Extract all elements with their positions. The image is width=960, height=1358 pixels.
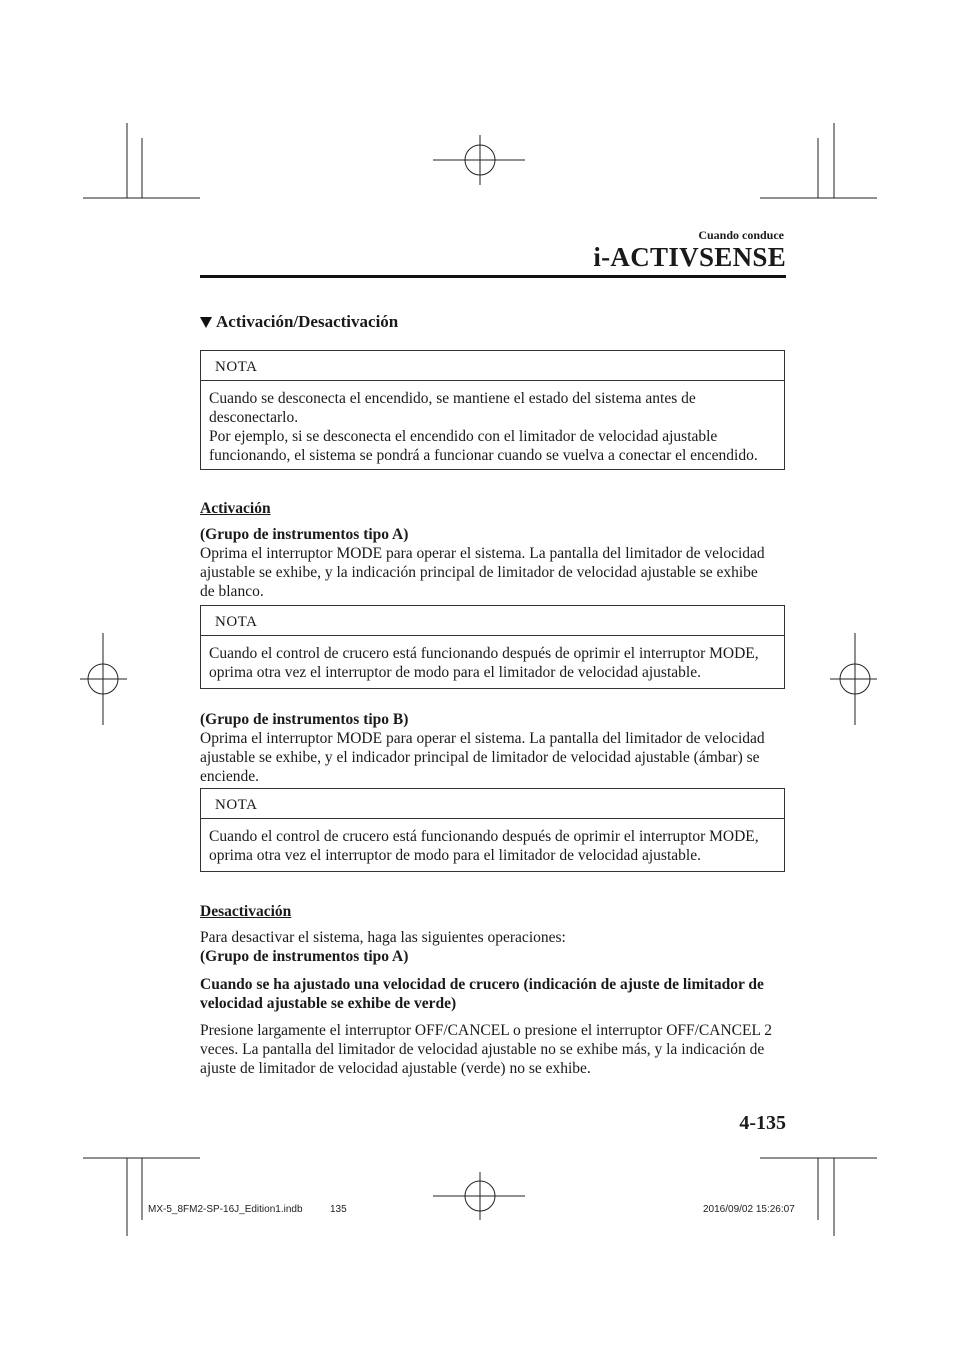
paragraph-line: Presione largamente el interruptor OFF/CANCEL o presione el interruptor OFF/CANCEL 2 (200, 1022, 772, 1039)
deactivation-condition (200, 975, 790, 1013)
note-line: funcionando, el sistema se pondrá a funcionar cuando se vuelva a conectar el encendido. (209, 447, 758, 464)
paragraph-line: de blanco. (200, 583, 264, 600)
group-label: (Grupo de instrumentos tipo A) (200, 526, 409, 543)
paragraph-line: ajuste de limitador de velocidad ajustable (verde) no se exhibe. (200, 1060, 591, 1077)
page-number: 4-135 (739, 1112, 786, 1134)
group-label: (Grupo de instrumentos tipo B) (200, 711, 409, 728)
footer-timestamp: 2016/09/02 15:26:07 (703, 1204, 795, 1215)
note-line: Cuando el control de crucero está funcionando después de oprimir el interruptor MODE, (209, 645, 759, 662)
note-line: Cuando el control de crucero está funcionando después de oprimir el interruptor MODE, (209, 828, 759, 845)
deactivation-body (200, 1021, 790, 1078)
note-box (200, 605, 785, 689)
group-label: (Grupo de instrumentos tipo A) (200, 948, 409, 965)
note-label: NOTA (201, 789, 784, 819)
activation-title: Activación (200, 500, 271, 517)
note-body (201, 819, 784, 875)
paragraph-line: ajustable se exhibe, y la indicación principal de limitador de velocidad ajustable se exhibe (200, 564, 758, 581)
paragraph-line: Para desactivar el sistema, haga las siguientes operaciones: (200, 929, 566, 946)
paragraph-line: Oprima el interruptor MODE para operar el sistema. La pantalla del limitador de velocidad (200, 730, 765, 747)
condition-line: Cuando se ha ajustado una velocidad de crucero (indicación de ajuste de limitador de (200, 976, 764, 993)
paragraph-line: Oprima el interruptor MODE para operar el sistema. La pantalla del limitador de velocidad (200, 545, 765, 562)
note-body (201, 381, 784, 475)
note-box (200, 788, 785, 872)
note-line: Cuando se desconecta el encendido, se mantiene el estado del sistema antes de (209, 390, 696, 407)
section-label: Cuando conduce (698, 228, 784, 242)
note-body (201, 636, 784, 692)
footer-file: MX-5_8FM2-SP-16J_Edition1.indb (148, 1204, 303, 1215)
activation-group-b (200, 710, 790, 786)
condition-line: velocidad ajustable se exhibe de verde) (200, 995, 457, 1012)
paragraph-line: veces. La pantalla del limitador de velocidad ajustable no se exhibe más, y la indicación de (200, 1041, 765, 1058)
paragraph-line: ajustable se exhibe, y el indicador principal de limitador de velocidad ajustable (ámbar) se (200, 749, 760, 766)
triangle-bullet-icon (200, 317, 212, 328)
note-box (200, 350, 785, 470)
note-line: desconectarlo. (209, 409, 299, 426)
section-heading-text: Activación/Desactivación (216, 312, 399, 331)
paragraph-line: enciende. (200, 768, 259, 785)
activation-group-a (200, 525, 790, 601)
note-line: oprima otra vez el interruptor de modo para el limitador de velocidad ajustable. (209, 847, 701, 864)
header-divider (200, 275, 786, 278)
note-line: Por ejemplo, si se desconecta el encendido con el limitador de velocidad ajustable (209, 428, 718, 445)
note-line: oprima otra vez el interruptor de modo para el limitador de velocidad ajustable. (209, 664, 701, 681)
deactivation-title: Desactivación (200, 903, 292, 920)
section-heading (200, 312, 398, 332)
deactivation-intro (200, 928, 790, 966)
chapter-title: i-ACTIVSENSE (593, 242, 786, 272)
note-label: NOTA (201, 606, 784, 636)
note-label: NOTA (201, 351, 784, 381)
footer-page: 135 (330, 1204, 347, 1215)
